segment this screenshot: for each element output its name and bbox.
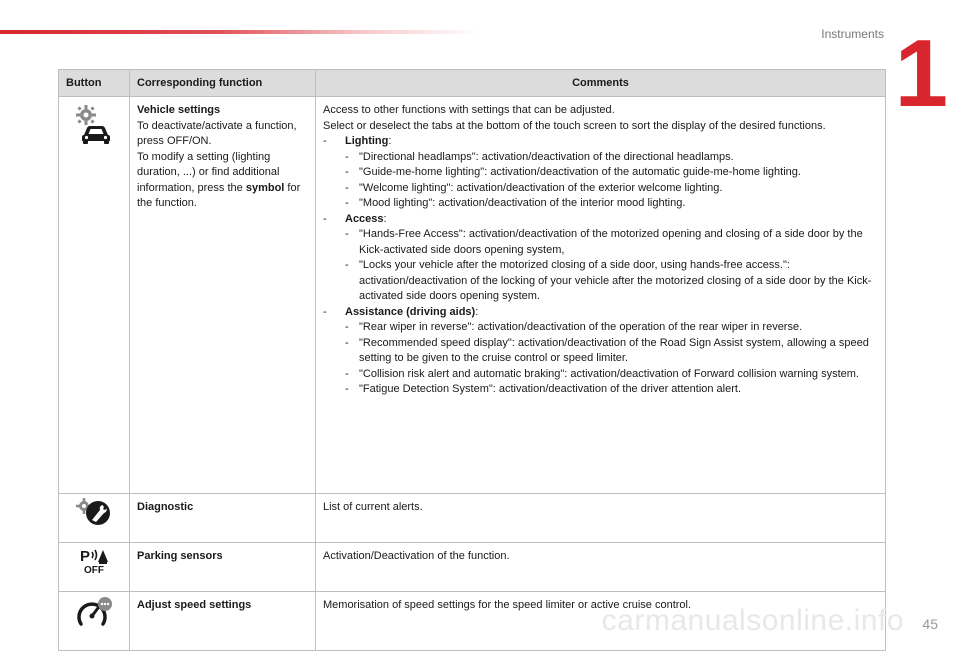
function-cell [130, 97, 316, 494]
list-item: - "Fatigue Detection System": activation/deactivation of the driver attention alert. [323, 382, 878, 398]
list-item: - "Collision risk alert and automatic braking": activation/deactivation of Forward collision warning system. [323, 367, 878, 383]
button-cell [59, 494, 130, 543]
header-comments: Comments [316, 70, 886, 97]
symbol-word: symbol [245, 181, 285, 194]
parking-sensors-off-icon[interactable] [74, 547, 114, 577]
comments-cell [316, 543, 886, 592]
function-description: To deactivate/activate a function, press OFF/ON. [137, 119, 297, 147]
function-text: for the function. [137, 181, 301, 209]
vehicle-settings-icon[interactable] [74, 103, 114, 145]
function-name: Diagnostic [137, 501, 194, 513]
svg-text:P: P [80, 548, 91, 565]
list-item: - "Mood lighting": activation/deactivation of the interior mood lighting. [323, 196, 878, 212]
page-number: 45 [922, 616, 938, 632]
button-cell [59, 97, 130, 494]
header-accent-bar [0, 30, 480, 34]
diagnostic-icon[interactable] [74, 496, 114, 528]
watermark: carmanualsonline.info [601, 604, 904, 637]
group-heading: - Assistance (driving aids): [323, 305, 878, 321]
chapter-number: 1 [894, 20, 948, 127]
table-row [59, 97, 886, 494]
list-item: - "Guide-me-home lighting": activation/deactivation of the automatic guide-me-home lighting. [323, 165, 878, 181]
comment-line: List of current alerts. [323, 501, 423, 513]
comments-cell [316, 494, 886, 543]
list-item: - "Rear wiper in reverse": activation/deactivation of the operation of the rear wiper in reverse. [323, 320, 878, 336]
comment-line: Memorisation of speed settings for the speed limiter or active cruise control. [323, 599, 692, 611]
section-title: Instruments [821, 27, 884, 41]
table-row [59, 543, 886, 592]
list-item: - "Welcome lighting": activation/deactivation of the exterior welcome lighting. [323, 181, 878, 197]
list-item: - "Directional headlamps": activation/deactivation of the directional headlamps. [323, 150, 878, 166]
header-button: Button [59, 70, 130, 97]
comment-line: Select or deselect the tabs at the bottom of the touch screen to sort the display of the desired functions. [323, 119, 826, 132]
group-heading: - Lighting: [323, 134, 878, 150]
function-description [137, 150, 308, 212]
function-name: Parking sensors [137, 550, 223, 562]
header-function: Corresponding function [130, 70, 316, 97]
group-title: Lighting [345, 135, 389, 147]
function-name: Vehicle settings [137, 104, 221, 116]
comment-line: Access to other functions with settings that can be adjusted. [323, 104, 615, 116]
list-item: - "Recommended speed display": activation/deactivation of the Road Sign Assist system, allowing a speed setting to be given to the cruise control or speed limiter. [323, 336, 878, 367]
list-item: - "Locks your vehicle after the motorized closing of a side door, using hands-free access.": activation/deactivation of the locking of your vehicle after the motorized closing of a side door by the Kick-activated side doors opening system. [323, 258, 878, 305]
group-title: Assistance (driving aids) [345, 305, 476, 318]
comment-line: Activation/Deactivation of the function. [323, 550, 510, 562]
comments-cell [316, 97, 886, 494]
table-header-row [59, 70, 886, 97]
list-item: - "Hands-Free Access": activation/deactivation of the motorized opening and closing of a side door by the Kick-activated side doors opening system, [323, 227, 878, 258]
function-cell [130, 592, 316, 651]
group-heading: - Access: [323, 212, 878, 228]
button-cell [59, 543, 130, 592]
button-cell [59, 592, 130, 651]
table-row [59, 494, 886, 543]
speed-settings-icon[interactable] [74, 596, 114, 632]
functions-table [58, 69, 886, 651]
off-label: OFF [84, 565, 104, 576]
group-title: Access [345, 212, 384, 225]
function-cell [130, 494, 316, 543]
function-cell [130, 543, 316, 592]
function-text: To modify a setting (lighting duration, ...) or find additional information, press the [137, 150, 280, 194]
parking-p-icon [74, 547, 114, 565]
function-name: Adjust speed settings [137, 599, 252, 611]
